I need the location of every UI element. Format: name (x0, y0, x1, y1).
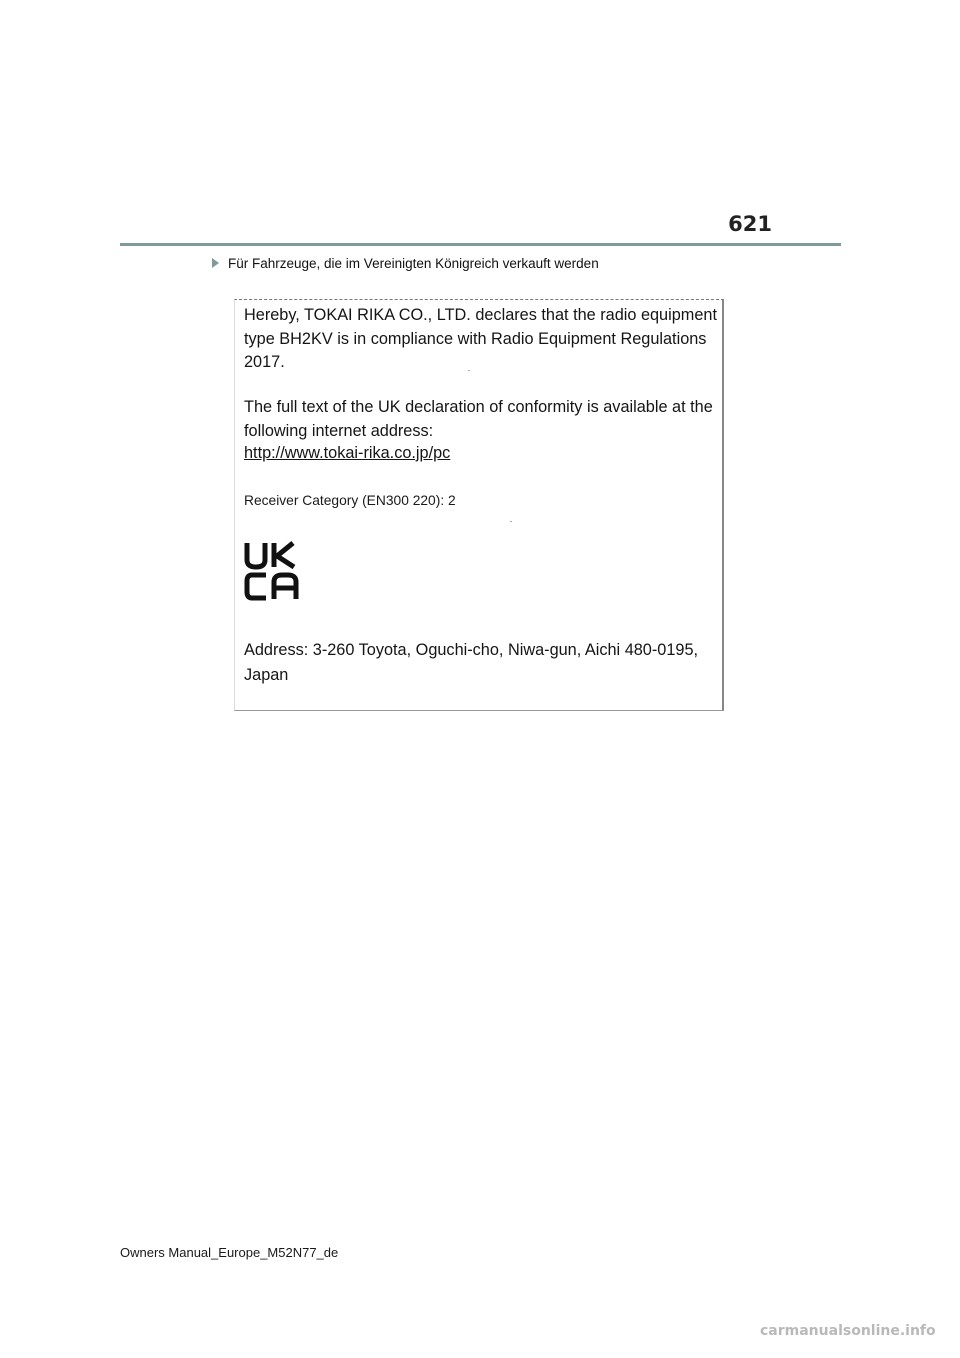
declaration-paragraph: Hereby, TOKAI RIKA CO., LTD. declares that the radio equipment type BH2KV is in compliance with Radio Equipment Regulations 2017. (244, 306, 717, 371)
section-heading-text: Für Fahrzeuge, die im Vereinigten Königreich verkauft werden (228, 256, 599, 271)
watermark: carmanualsonline.info (760, 1323, 936, 1339)
page-number: 621 (728, 212, 772, 236)
footer-text: Owners Manual_Europe_M52N77_de (120, 1245, 339, 1260)
ukca-mark-icon (244, 541, 300, 601)
triangle-right-icon (212, 258, 219, 268)
manufacturer-address: Address: 3-260 Toyota, Oguchi-cho, Niwa-gun, Aichi 480-0195, Japan (244, 641, 699, 684)
header-rule (120, 243, 841, 246)
speck (510, 521, 512, 522)
speck (468, 370, 470, 371)
declaration-url[interactable]: http://www.tokai-rika.co.jp/pc (244, 444, 451, 462)
receiver-category: Receiver Category (EN300 220): 2 (244, 493, 456, 508)
section-heading (212, 256, 599, 271)
availability-paragraph: The full text of the UK declaration of conformity is available at the following internet address: (244, 398, 713, 440)
